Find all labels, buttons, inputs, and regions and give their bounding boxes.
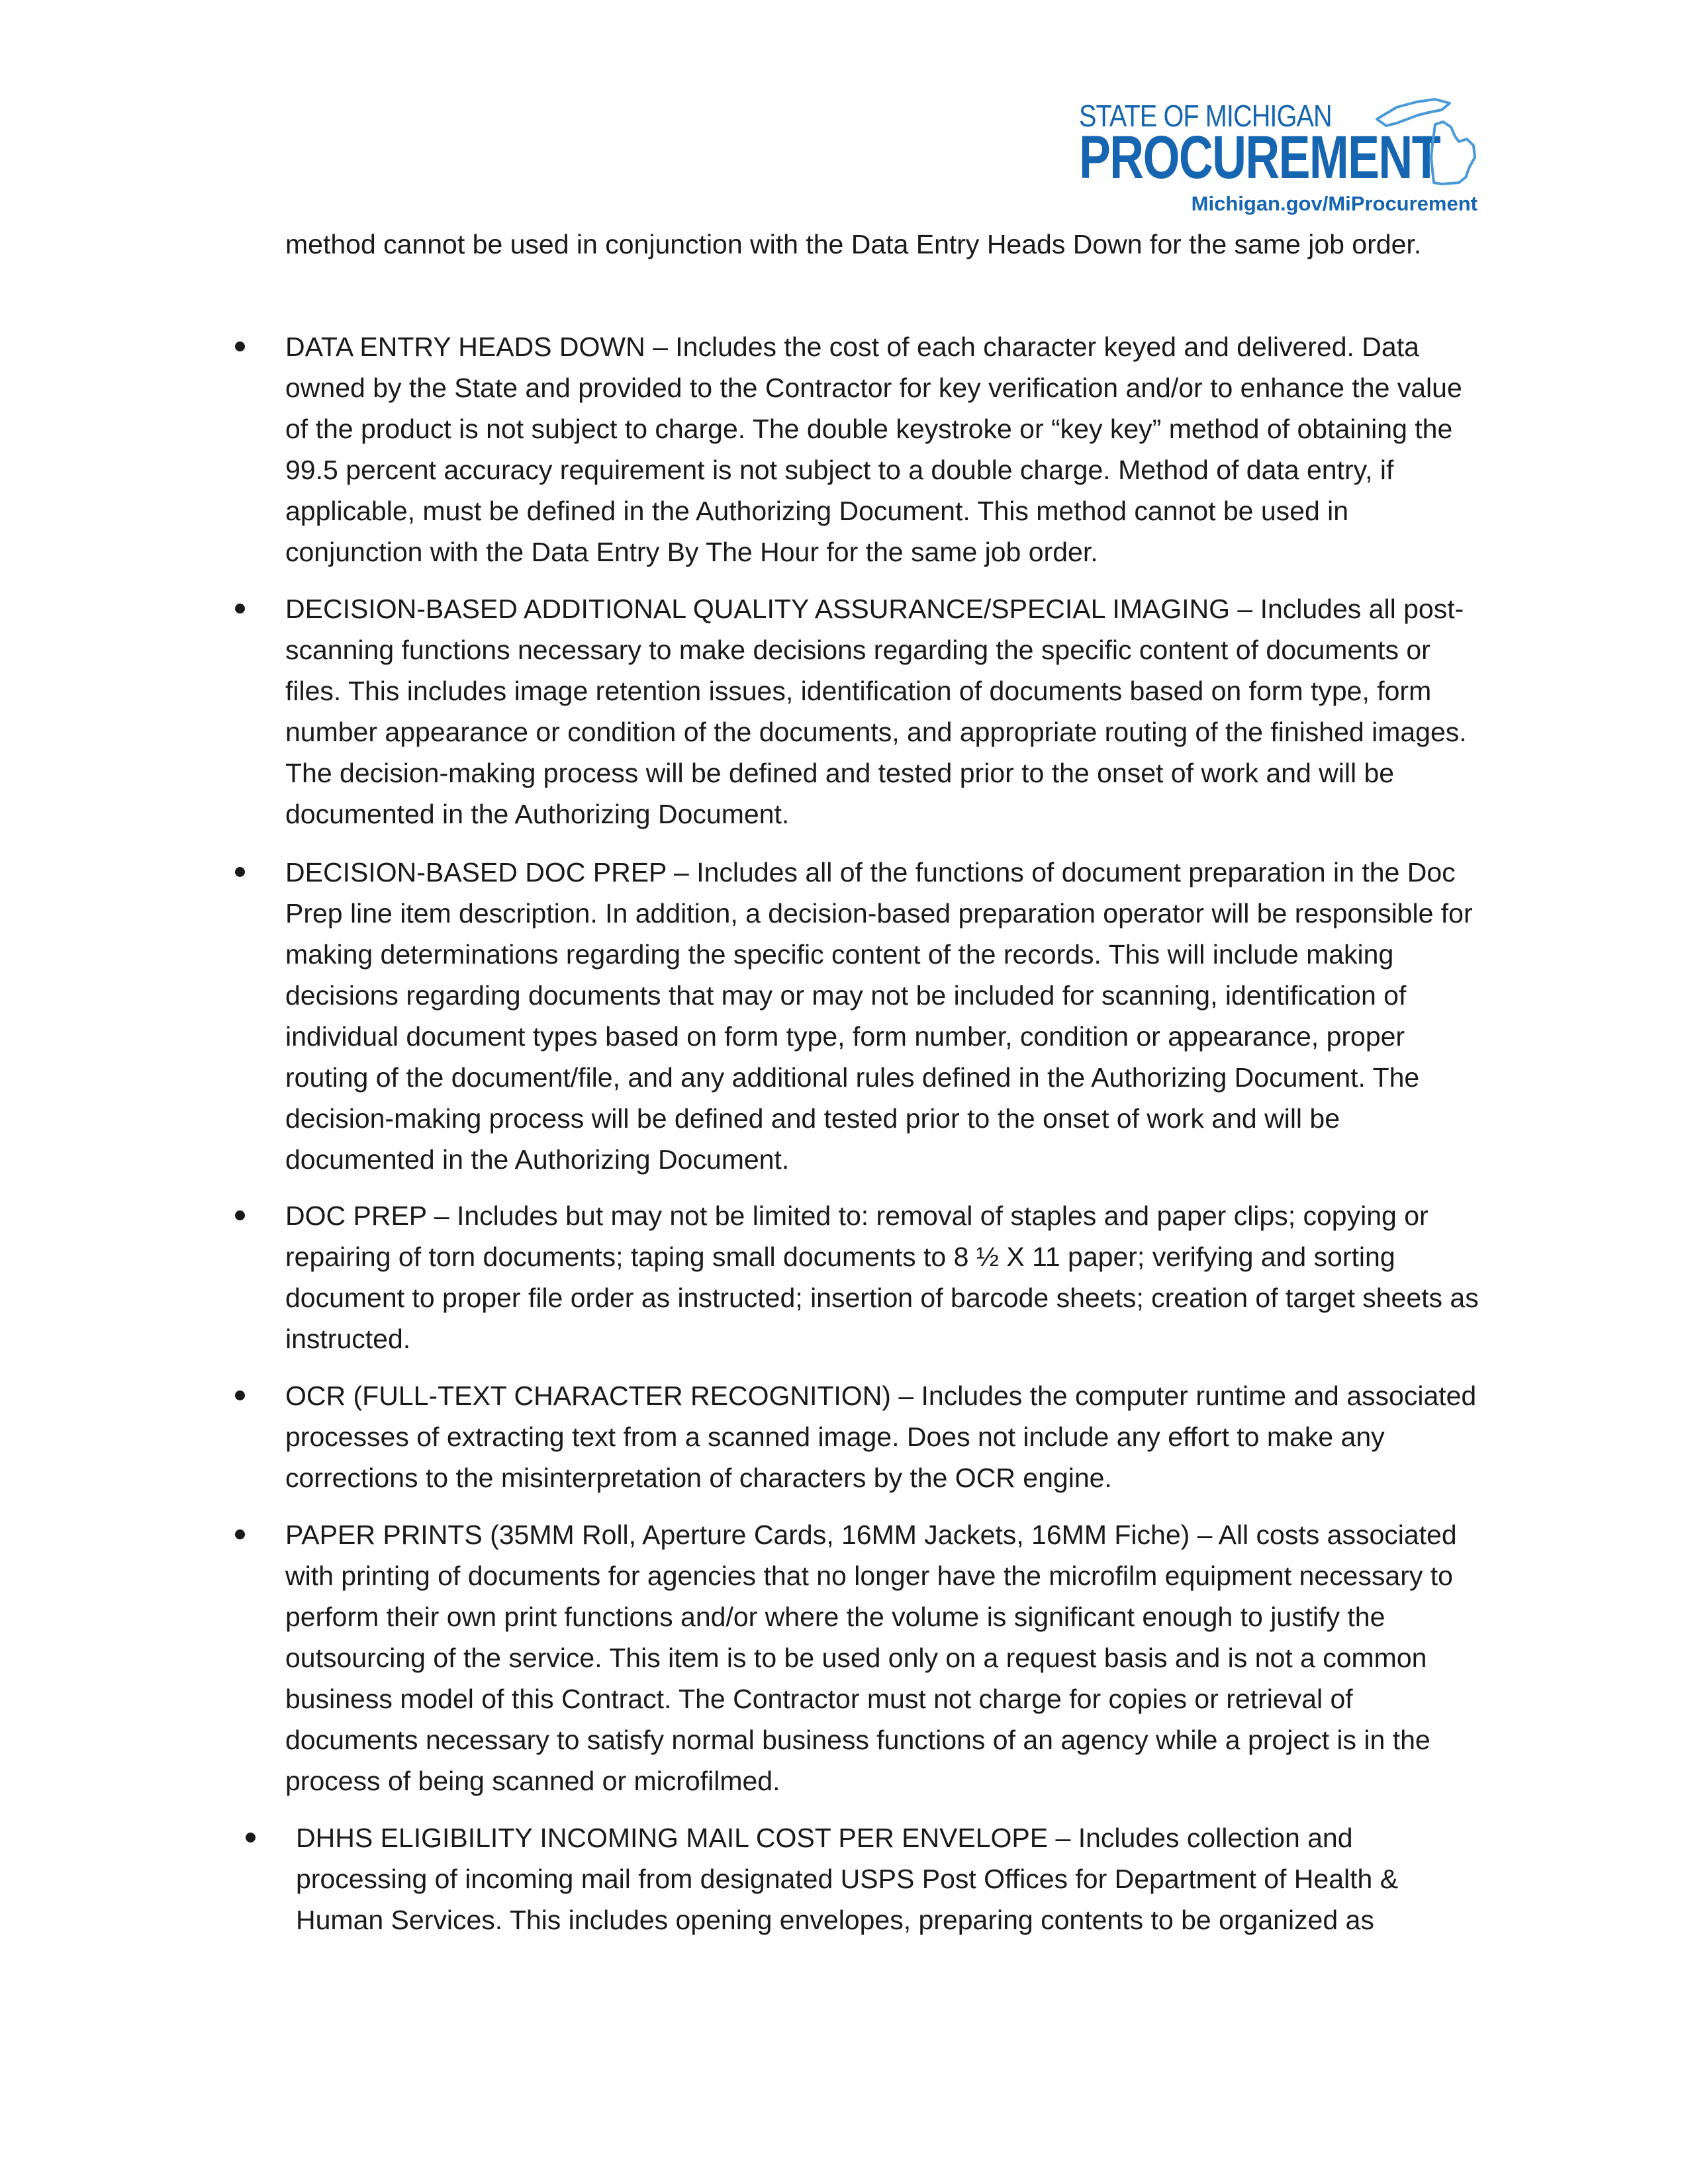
lead-paragraph: method cannot be used in conjunction with the Data Entry Heads Down for the same job order. (285, 229, 1422, 259)
list-item-text: DECISION-BASED DOC PREP – Includes all of the functions of document preparation in the Doc Prep line item description. In addition, a decision-based preparation operator will be responsible for making determinations regarding the specific content of the records. This will include making decisions regarding documents that may or may not be included for scanning, identification of individual document types based on form type, form number, condition or appearance, proper routing of the document/file, and any additional rules defined in the Authorizing Document. The decision-making process will be defined and tested prior to the onset of work and will be documented in the Authorizing Document. (285, 857, 1473, 1175)
logo-procurement: PROCUREMENT (1079, 124, 1440, 191)
bullet-icon (235, 1390, 245, 1400)
bullet-icon (235, 867, 245, 877)
list-item-text: DHHS ELIGIBILITY INCOMING MAIL COST PER ENVELOPE – Includes collection and processing of incoming mail from designated USPS Post Offices for Department of Health & Human Services. This includes opening envelopes, preparing contents to be organized as (296, 1823, 1399, 1935)
bullet-icon (246, 1833, 256, 1843)
bullet-icon (235, 604, 245, 614)
bullet-icon (235, 1529, 245, 1539)
bullet-icon (235, 341, 245, 351)
logo-url: Michigan.gov/MiProcurement (1191, 192, 1477, 215)
list-item-text: DOC PREP – Includes but may not be limited to: removal of staples and paper clips; copying or repairing of torn documents; taping small documents to 8 ½ X 11 paper; verifying and sorting document to proper file order as instructed; insertion of barcode sheets; creation of target sheets as instructed. (285, 1201, 1479, 1354)
logo-state-of-michigan: STATE OF MICHIGAN (1079, 99, 1332, 133)
bullet-icon (235, 1210, 245, 1220)
list-item-text: DECISION-BASED ADDITIONAL QUALITY ASSURANCE/SPECIAL IMAGING – Includes all post-scanning functions necessary to make decisions regarding the specific content of documents or files. This includes image retention issues, identification of documents based on form type, form number appearance or condition of the documents, and appropriate routing of the finished images. The decision-making process will be defined and tested prior to the onset of work and will be documented in the Authorizing Document. (285, 594, 1467, 829)
procurement-logo (1079, 93, 1483, 225)
list-item-text: OCR (FULL-TEXT CHARACTER RECOGNITION) – Includes the computer runtime and associated processes of extracting text from a scanned image. Does not include any effort to make any corrections to the misinterpretation of characters by the OCR engine. (285, 1381, 1477, 1493)
list-item-text: PAPER PRINTS (35MM Roll, Aperture Cards, 16MM Jackets, 16MM Fiche) – All costs associated with printing of documents for agencies that no longer have the microfilm equipment necessary to perform their own print functions and/or where the volume is significant enough to justify the outsourcing of the service. This item is to be used only on a request basis and is not a common business model of this Contract. The Contractor must not charge for copies or retrieval of documents necessary to satisfy normal business functions of an agency while a project is in the process of being scanned or microfilmed. (285, 1520, 1457, 1796)
list-item-text: DATA ENTRY HEADS DOWN – Includes the cost of each character keyed and delivered. Data owned by the State and provided to the Contractor for key verification and/or to enhance the value of the product is not subject to charge. The double keystroke or “key key” method of obtaining the 99.5 percent accuracy requirement is not subject to a double charge. Method of data entry, if applicable, must be defined in the Authorizing Document. This method cannot be used in conjunction with the Data Entry By The Hour for the same job order. (285, 332, 1462, 567)
michigan-map-icon (1370, 93, 1483, 192)
